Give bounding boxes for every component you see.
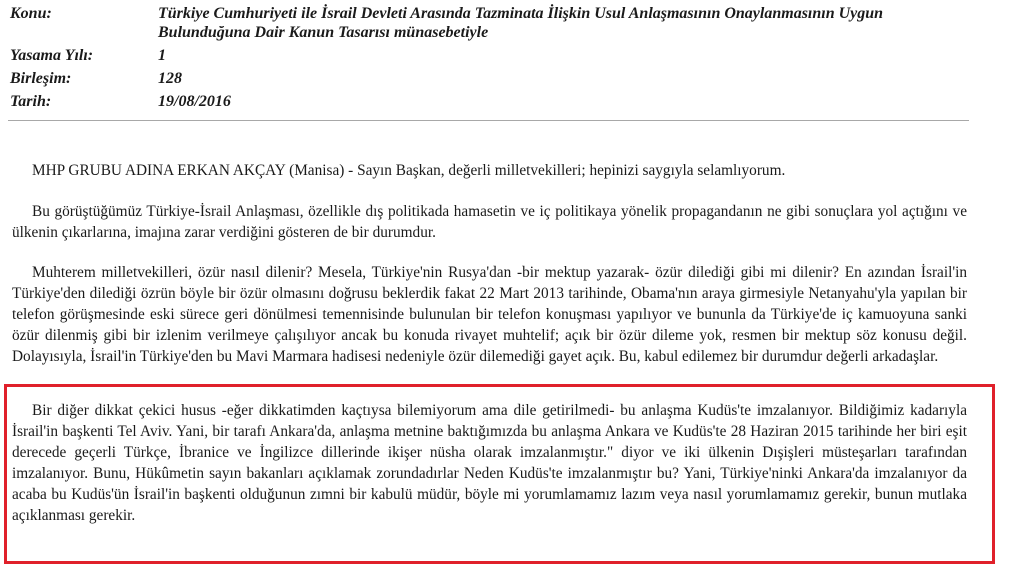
speech-paragraph-2: Bu görüştüğümüz Türkiye-İsrail Anlaşması, özellikle dış politikada hamasetin ve iç politikaya yönelik propagandanın ne gibi sonuçlara yol açtığını ve ülkenin çıkarlarına, imajına zarar verdiğini gösteren de bir durumdur. xyxy=(12,203,967,241)
yasama-value: 1 xyxy=(158,47,166,64)
konu-row xyxy=(10,4,970,42)
konu-label: Konu: xyxy=(10,5,52,22)
birlesim-value: 128 xyxy=(158,70,182,87)
konu-value: Türkiye Cumhuriyeti ile İsrail Devleti Arasında Tazminata İlişkin Usul Anlaşmasının Onaylanmasının Uygun Bulunduğuna Dair Kanun Tasarısı münasebetiyle xyxy=(158,5,884,41)
speech-paragraph-3: Muhterem milletvekilleri, özür nasıl dilenir? Mesela, Türkiye'nin Rusya'dan -bir mektup yazarak- özür dilediği gibi mi dilenir? En azından İsrail'in Türkiye'den dilediği özrün böyle bir özür olmasını doğrusu beklerdik fakat 22 Mart 2013 tarihinde, Obama'nın araya girmesiyle Netanyahu'yla yapılan bir telefon görüşmesinde eski sürece geri dönülmesi temennisinde bulunulan bir telefon konuşması yapılıyor ve bununla da Türkiye'de iç kamuoyuna sanki özür dilenmiş gibi bir izlenim verilmeye çalışılıyor ancak bu konuda rivayet muhtelif; açık bir özür dileme yok, resmen bir mektup söz konusu değil. Dolayısıyla, İsrail'in Türkiye'den bu Mavi Marmara hadisesi nedeniyle özür dilemediği gayet açık. Bu, kabul edilemez bir durumdur değerli arkadaşlar. xyxy=(12,264,967,365)
tarih-label: Tarih: xyxy=(10,93,52,110)
speech-paragraph-intro: MHP GRUBU ADINA ERKAN AKÇAY (Manisa) - Sayın Başkan, değerli milletvekilleri; hepinizi saygıyla selamlıyorum. xyxy=(32,162,786,179)
tarih-value: 19/08/2016 xyxy=(158,93,231,110)
speech-paragraph-highlighted: Bir diğer dikkat çekici husus -eğer dikkatimden kaçtıysa bilemiyorum ama dile getirilmedi- bu anlaşma Kudüs'te imzalanıyor. Bildiğimiz kadarıyla İsrail'in başkenti Tel Aviv. Yani, bir tarafı Ankara'da, anlaşma metnine baktığımızda bu anlaşma Ankara ve Kudüs'te 28 Haziran 2015 tarihinde her biri eşit derecede geçerli Türkçe, İbranice ve İngilizce dillerinde ikişer nüsha olarak imzalanmıştır." diyor ve iki ülkenin Dışişleri müsteşarları tarafından imzalanıyor. Bunu, Hükûmetin sayın bakanları açıklamak zorundadırlar Neden Kudüs'te imzalanmıştır bu? Yani, Türkiye'ninki Ankara'da imzalanıyor da acaba bu Kudüs'ün İsrail'in başkenti olduğunun zımni bir kabulü müdür, böyle mi yorumlamamız lazım veya nasıl yorumlamamız gerekir, bunun mutlaka açıklanması gerekir. xyxy=(12,402,967,524)
birlesim-label: Birleşim: xyxy=(10,70,72,87)
birlesim-row xyxy=(10,65,970,88)
yasama-label: Yasama Yılı: xyxy=(10,47,94,64)
tarih-row xyxy=(10,88,970,111)
highlight-box xyxy=(4,384,995,564)
yasama-row xyxy=(10,42,970,65)
metadata-table xyxy=(10,4,970,111)
header-divider xyxy=(8,120,969,121)
